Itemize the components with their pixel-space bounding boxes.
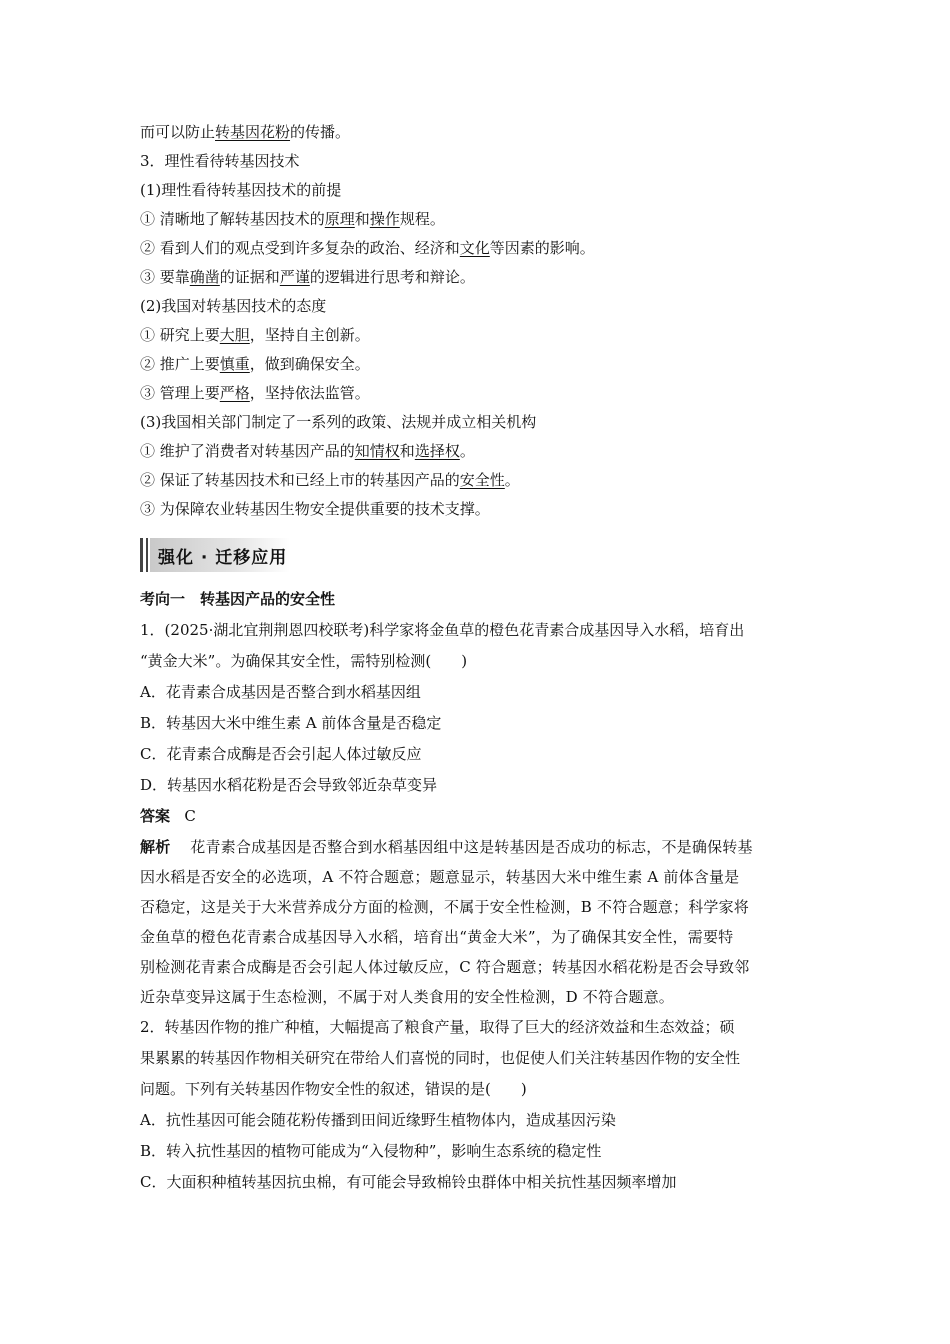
section-heading: 3．理性看待转基因技术 bbox=[140, 152, 300, 170]
answer-label: 答案 bbox=[140, 807, 171, 825]
option-c: C．花青素合成酶是否会引起人体过敏反应 bbox=[140, 745, 422, 763]
text: 。 bbox=[459, 442, 475, 460]
option-a: A．抗性基因可能会随花粉传播到田间近缘野生植物体内，造成基因污染 bbox=[140, 1111, 616, 1129]
text: 的逻辑进行思考和辩论。 bbox=[309, 268, 475, 286]
text: ① 清晰地了解转基因技术的 bbox=[140, 210, 325, 228]
text: 规程。 bbox=[399, 210, 445, 228]
underlined-answer: 安全性 bbox=[459, 471, 505, 489]
text: 而可以防止 bbox=[140, 123, 216, 141]
text: 和 bbox=[399, 442, 415, 460]
banner-title: 强化 · 迁移应用 bbox=[158, 547, 288, 568]
list-item bbox=[140, 379, 820, 408]
text: ，坚持自主创新。 bbox=[249, 326, 370, 344]
text: ，做到确保安全。 bbox=[249, 355, 370, 373]
analysis-line: 金鱼草的橙色花青素合成基因导入水稻，培育出“黄金大米”，为了确保其安全性，需要特 bbox=[140, 928, 734, 946]
list-item bbox=[140, 205, 820, 234]
kaoxiang-title: 考向一 转基因产品的安全性 bbox=[140, 590, 336, 608]
list-item bbox=[140, 263, 820, 292]
option-c: C．大面积种植转基因抗虫棉，有可能会导致棉铃虫群体中相关抗性基因频率增加 bbox=[140, 1173, 677, 1191]
underlined-answer: 文化 bbox=[459, 239, 490, 257]
option-a: A．花青素合成基因是否整合到水稻基因组 bbox=[140, 683, 421, 701]
text-line bbox=[140, 118, 820, 147]
banner-bar-decoration bbox=[140, 538, 143, 572]
text: ① 维护了消费者对转基因产品的 bbox=[140, 442, 355, 460]
document-page bbox=[140, 118, 820, 1198]
text: ② 看到人们的观点受到许多复杂的政治、经济和 bbox=[140, 239, 460, 257]
analysis-line: 因水稻是否安全的必选项，A 不符合题意；题意显示，转基因大米中维生素 A 前体含量是 bbox=[140, 868, 740, 886]
question-stem: “黄金大米”。为确保其安全性，需特别检测( ) bbox=[140, 652, 468, 670]
question-stem: 问题。下列有关转基因作物安全性的叙述，错误的是( ) bbox=[140, 1080, 527, 1098]
underlined-answer: 原理 bbox=[324, 210, 355, 228]
analysis-label: 解析 bbox=[140, 838, 171, 856]
sub-heading: (2)我国对转基因技术的态度 bbox=[140, 297, 327, 315]
analysis-text: 花青素合成基因是否整合到水稻基因组中这是转基因是否成功的标志，不是确保转基 bbox=[190, 838, 753, 856]
list-item bbox=[140, 437, 820, 466]
underlined-answer: 严格 bbox=[219, 384, 250, 402]
underlined-answer: 严谨 bbox=[279, 268, 310, 286]
text: 和 bbox=[354, 210, 370, 228]
underlined-answer: 确凿 bbox=[189, 268, 220, 286]
option-d: D．转基因水稻花粉是否会导致邻近杂草变异 bbox=[140, 776, 438, 794]
question-stem: 果累累的转基因作物相关研究在带给人们喜悦的同时，也促使人们关注转基因作物的安全性 bbox=[140, 1049, 741, 1067]
question-stem: 2．转基因作物的推广种植，大幅提高了粮食产量，取得了巨大的经济效益和生态效益；硕 bbox=[140, 1018, 735, 1036]
option-b: B．转基因大米中维生素 A 前体含量是否稳定 bbox=[140, 714, 442, 732]
sub-heading: (3)我国相关部门制定了一系列的政策、法规并成立相关机构 bbox=[140, 413, 537, 431]
text: 等因素的影响。 bbox=[489, 239, 595, 257]
analysis-line: 近杂草变异这属于生态检测，不属于对人类食用的安全性检测，D 不符合题意。 bbox=[140, 988, 674, 1006]
list-item bbox=[140, 321, 820, 350]
underlined-answer: 大胆 bbox=[219, 326, 250, 344]
sub-heading: (1)理性看待转基因技术的前提 bbox=[140, 181, 342, 199]
underlined-answer: 选择权 bbox=[414, 442, 460, 460]
analysis-line: 否稳定，这是关于大米营养成分方面的检测，不属于安全性检测，B 不符合题意；科学家将 bbox=[140, 898, 749, 916]
text: 的传播。 bbox=[290, 123, 351, 141]
text: ③ 管理上要 bbox=[140, 384, 220, 402]
analysis-line: 别检测花青素合成酶是否会引起人体过敏反应，C 符合题意；转基因水稻花粉是否会导致邻 bbox=[140, 958, 750, 976]
list-item bbox=[140, 350, 820, 379]
question-stem: 1．(2025·湖北宜荆荆恩四校联考)科学家将金鱼草的橙色花青素合成基因导入水稻，培育出 bbox=[140, 621, 745, 639]
section-banner bbox=[140, 538, 290, 572]
list-item bbox=[140, 466, 820, 495]
underlined-answer: 知情权 bbox=[354, 442, 400, 460]
text: ② 推广上要 bbox=[140, 355, 220, 373]
analysis-line bbox=[140, 832, 820, 862]
underlined-answer: 转基因花粉 bbox=[215, 123, 291, 141]
text: 的证据和 bbox=[219, 268, 280, 286]
banner-bar-decoration bbox=[146, 538, 148, 572]
list-item bbox=[140, 234, 820, 263]
underlined-answer: 操作 bbox=[369, 210, 400, 228]
answer-line bbox=[140, 801, 820, 832]
text: ，坚持依法监管。 bbox=[249, 384, 370, 402]
option-b: B．转入抗性基因的植物可能成为“入侵物种”，影响生态系统的稳定性 bbox=[140, 1142, 602, 1160]
text: ③ 要靠 bbox=[140, 268, 190, 286]
list-item: ③ 为保障农业转基因生物安全提供重要的技术支撑。 bbox=[140, 500, 490, 518]
answer-value: C bbox=[184, 807, 196, 825]
text: ① 研究上要 bbox=[140, 326, 220, 344]
underlined-answer: 慎重 bbox=[219, 355, 250, 373]
text: ② 保证了转基因技术和已经上市的转基因产品的 bbox=[140, 471, 460, 489]
text: 。 bbox=[504, 471, 520, 489]
